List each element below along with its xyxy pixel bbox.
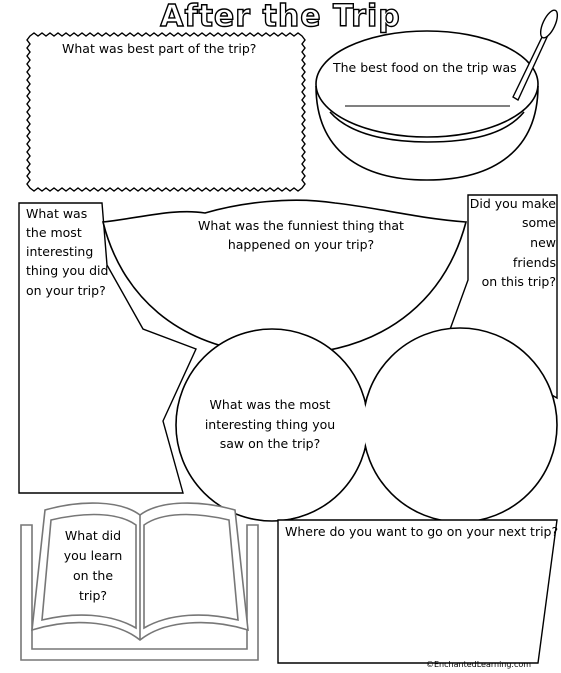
prompt-learn-line-2: you learn [63,548,123,563]
prompt-best-part: What was best part of the trip? [62,41,257,56]
prompt-learn-line-3: on the [72,568,114,583]
prompt-interesting-seen-line-2: interesting thing you [204,417,336,432]
prompt-interesting-done-line-2: the most [26,225,82,240]
prompt-new-friends-line-5: on this trip? [481,274,556,289]
prompt-new-friends-line-3: new [530,235,556,250]
book-shape [21,503,258,660]
prompt-funniest-line-2: happened on your trip? [227,237,375,252]
prompt-interesting-seen-line-1: What was the most [209,397,331,412]
prompt-funniest-line-1: What was the funniest thing that [198,218,404,233]
prompt-learn-line-1: What did [64,528,122,543]
prompt-new-friends-line-4: friends [512,255,556,270]
prompt-interesting-done-line-1: What was [26,206,88,221]
prompt-learn-line-4: trip? [78,588,108,603]
prompt-best-food: The best food on the trip was [333,60,517,75]
prompt-new-friends-line-2: some [521,215,556,230]
prompt-interesting-seen-line-3: saw on the trip? [219,436,321,451]
prompt-interesting-done-line-5: on your trip? [26,283,106,298]
prompt-next-trip: Where do you want to go on your next trip? [285,524,559,539]
box-next-trip [278,520,557,663]
prompt-interesting-done-line-4: thing you did [26,263,109,278]
worksheet-title: After the Trip [160,0,401,34]
prompt-interesting-done-line-3: interesting [26,244,94,259]
prompt-new-friends-line-1: Did you make [469,196,556,211]
credit-text: ©EnchantedLearning.com [426,660,532,669]
